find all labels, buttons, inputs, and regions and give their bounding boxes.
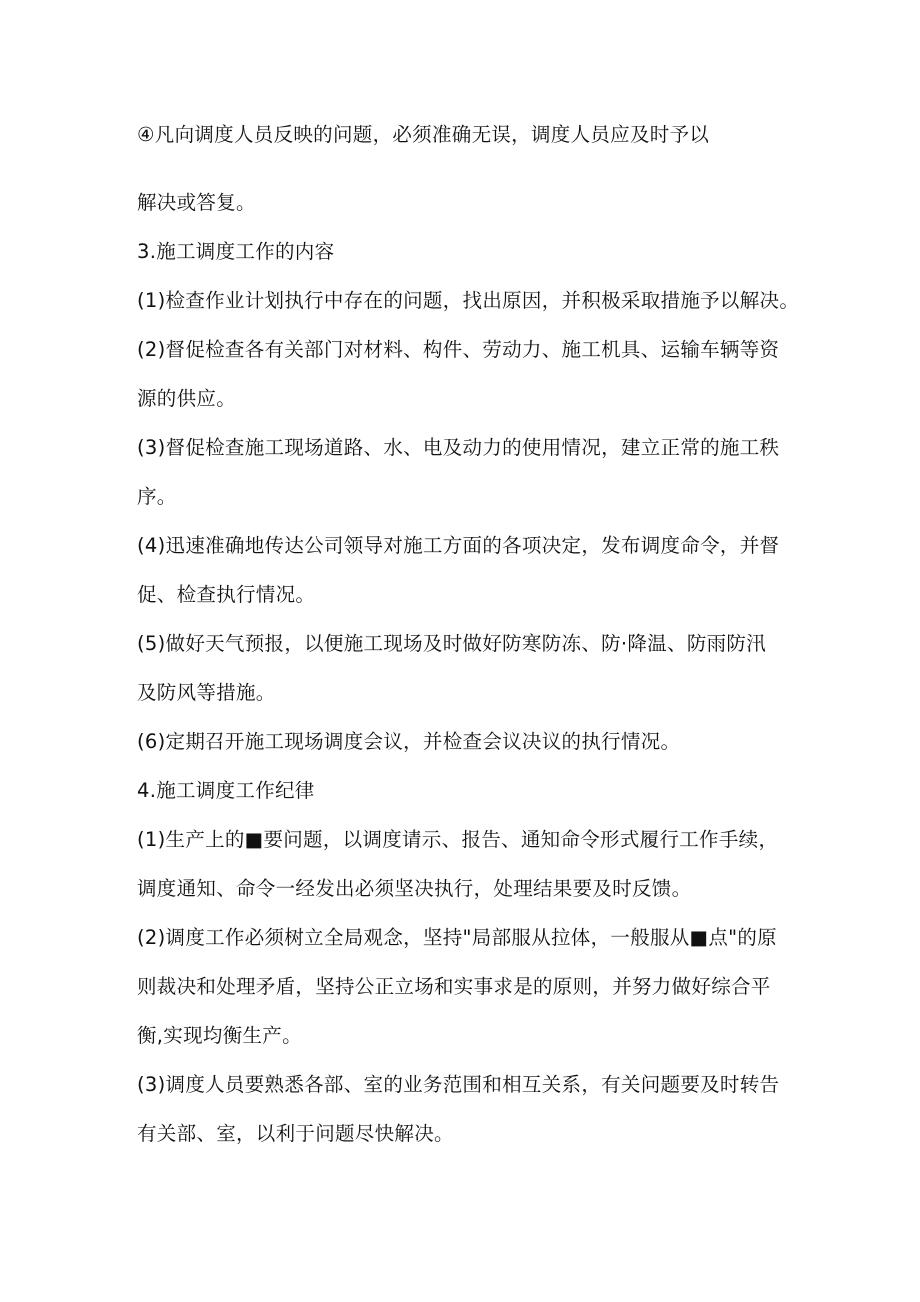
- paragraph-line: 序。: [137, 485, 177, 508]
- paragraph-line: 促、检查执行情况。: [137, 583, 316, 606]
- paragraph-line: (3)调度人员要熟悉各部、室的业务范围和相互关系，有关问题要及时转告: [137, 1073, 780, 1096]
- paragraph-line: (5)做好天气预报，以便施工现场及时做好防寒防冻、防·降温、防雨防汛: [137, 632, 767, 655]
- paragraph-line: 有关部、室，以利于问题尽快解决。: [137, 1122, 454, 1145]
- paragraph-line: 衡,实现均衡生产。: [137, 1024, 302, 1047]
- section-heading: 3.施工调度工作的内容: [137, 240, 335, 263]
- paragraph-line: 及防风等措施。: [137, 681, 276, 704]
- paragraph-line: (6)定期召开施工现场调度会议，并检查会议决议的执行情况。: [137, 730, 681, 753]
- paragraph-line: (4)迅速准确地传达公司领导对施工方面的各项决定，发布调度命令，并督: [137, 534, 780, 557]
- paragraph-line: (1)检查作业计划执行中存在的问题，找出原因，并积极采取措施予以解决。: [137, 289, 800, 312]
- section-heading: 4.施工调度工作纪律: [137, 779, 315, 802]
- paragraph-line: (2)督促检查各有关部门对材料、构件、劳动力、施工机具、运输车辆等资: [137, 338, 780, 361]
- paragraph-line: 源的供应。: [137, 387, 237, 410]
- paragraph-line: ④凡向调度人员反映的问题，必须准确无误，调度人员应及时予以: [137, 123, 710, 146]
- paragraph-line: (1)生产上的■要问题，以调度请示、报告、通知命令形式履行工作手续，: [137, 828, 779, 851]
- paragraph-line: (3)督促检查施工现场道路、水、电及动力的使用情况，建立正常的施工秩: [137, 436, 780, 459]
- paragraph-line: 则裁决和处理矛盾，坚持公正立场和实事求是的原则，并努力做好综合平: [137, 975, 771, 998]
- paragraph-line: (2)调度工作必须树立全局观念，坚持"局部服从拉体，一般服从■点"的原: [137, 926, 777, 949]
- paragraph-line: 调度通知、命令一经发出必须坚决执行，处理结果要及时反馈。: [137, 877, 692, 900]
- paragraph-line: 解决或答复。: [137, 191, 256, 214]
